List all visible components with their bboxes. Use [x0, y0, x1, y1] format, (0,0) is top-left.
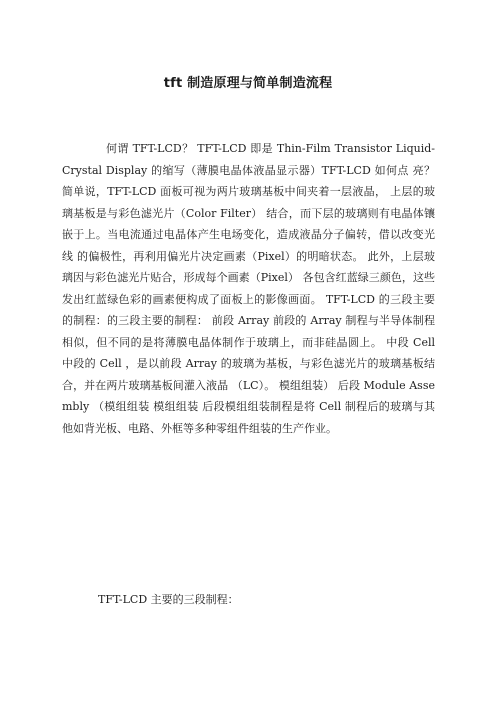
document-title: tft 制造原理与简单制造流程: [163, 76, 333, 91]
body-paragraph: 何谓 TFT-LCD？ TFT-LCD 即是 Thin-Film Transistor Liquid-Crystal Display 的缩写（薄膜电晶体液晶显示器）TFT-LCD 如何点 亮？ 简单说，TFT-LCD 面板可视为两片玻璃基板中间夹着一层液晶， 上层的玻璃基板是与彩色滤光片（Color Filter） 结合，而下层的玻璃则有电晶体镶嵌于上。当电流通过电晶体产生电场变化，造成液晶分子偏转，借以改变光线 的偏极性，再利用偏光片决定画素（Pixel）的明暗状态。 此外，上层玻璃因与彩色滤光片贴合，形成每个画素（Pixel） 各包含红蓝绿三颜色，这些发出红蓝绿色彩的画素便构成了面板上的影像画面。 TFT-LCD 的三段主要的制程：的三段主要的制程： 前段 Array 前段的 Array 制程与半导体制程相似，但不同的是将薄膜电晶体制作于玻璃上，而非硅晶圆上。 中段 Cell 中段的 Cell ，是以前段 Array 的玻璃为基板，与彩色滤光片的玻璃基板结合，并在两片玻璃基板间灌入液晶 （LC）。 模组组装） 后段 Module Assembly （模组组装 模组组装 后段模组组装制程是将 Cell 制程后的玻璃与其他如背光板、电路、外框等多种零组件组装的生产作业。: [62, 142, 435, 435]
section-heading: TFT-LCD 主要的三段制程：: [98, 593, 239, 606]
